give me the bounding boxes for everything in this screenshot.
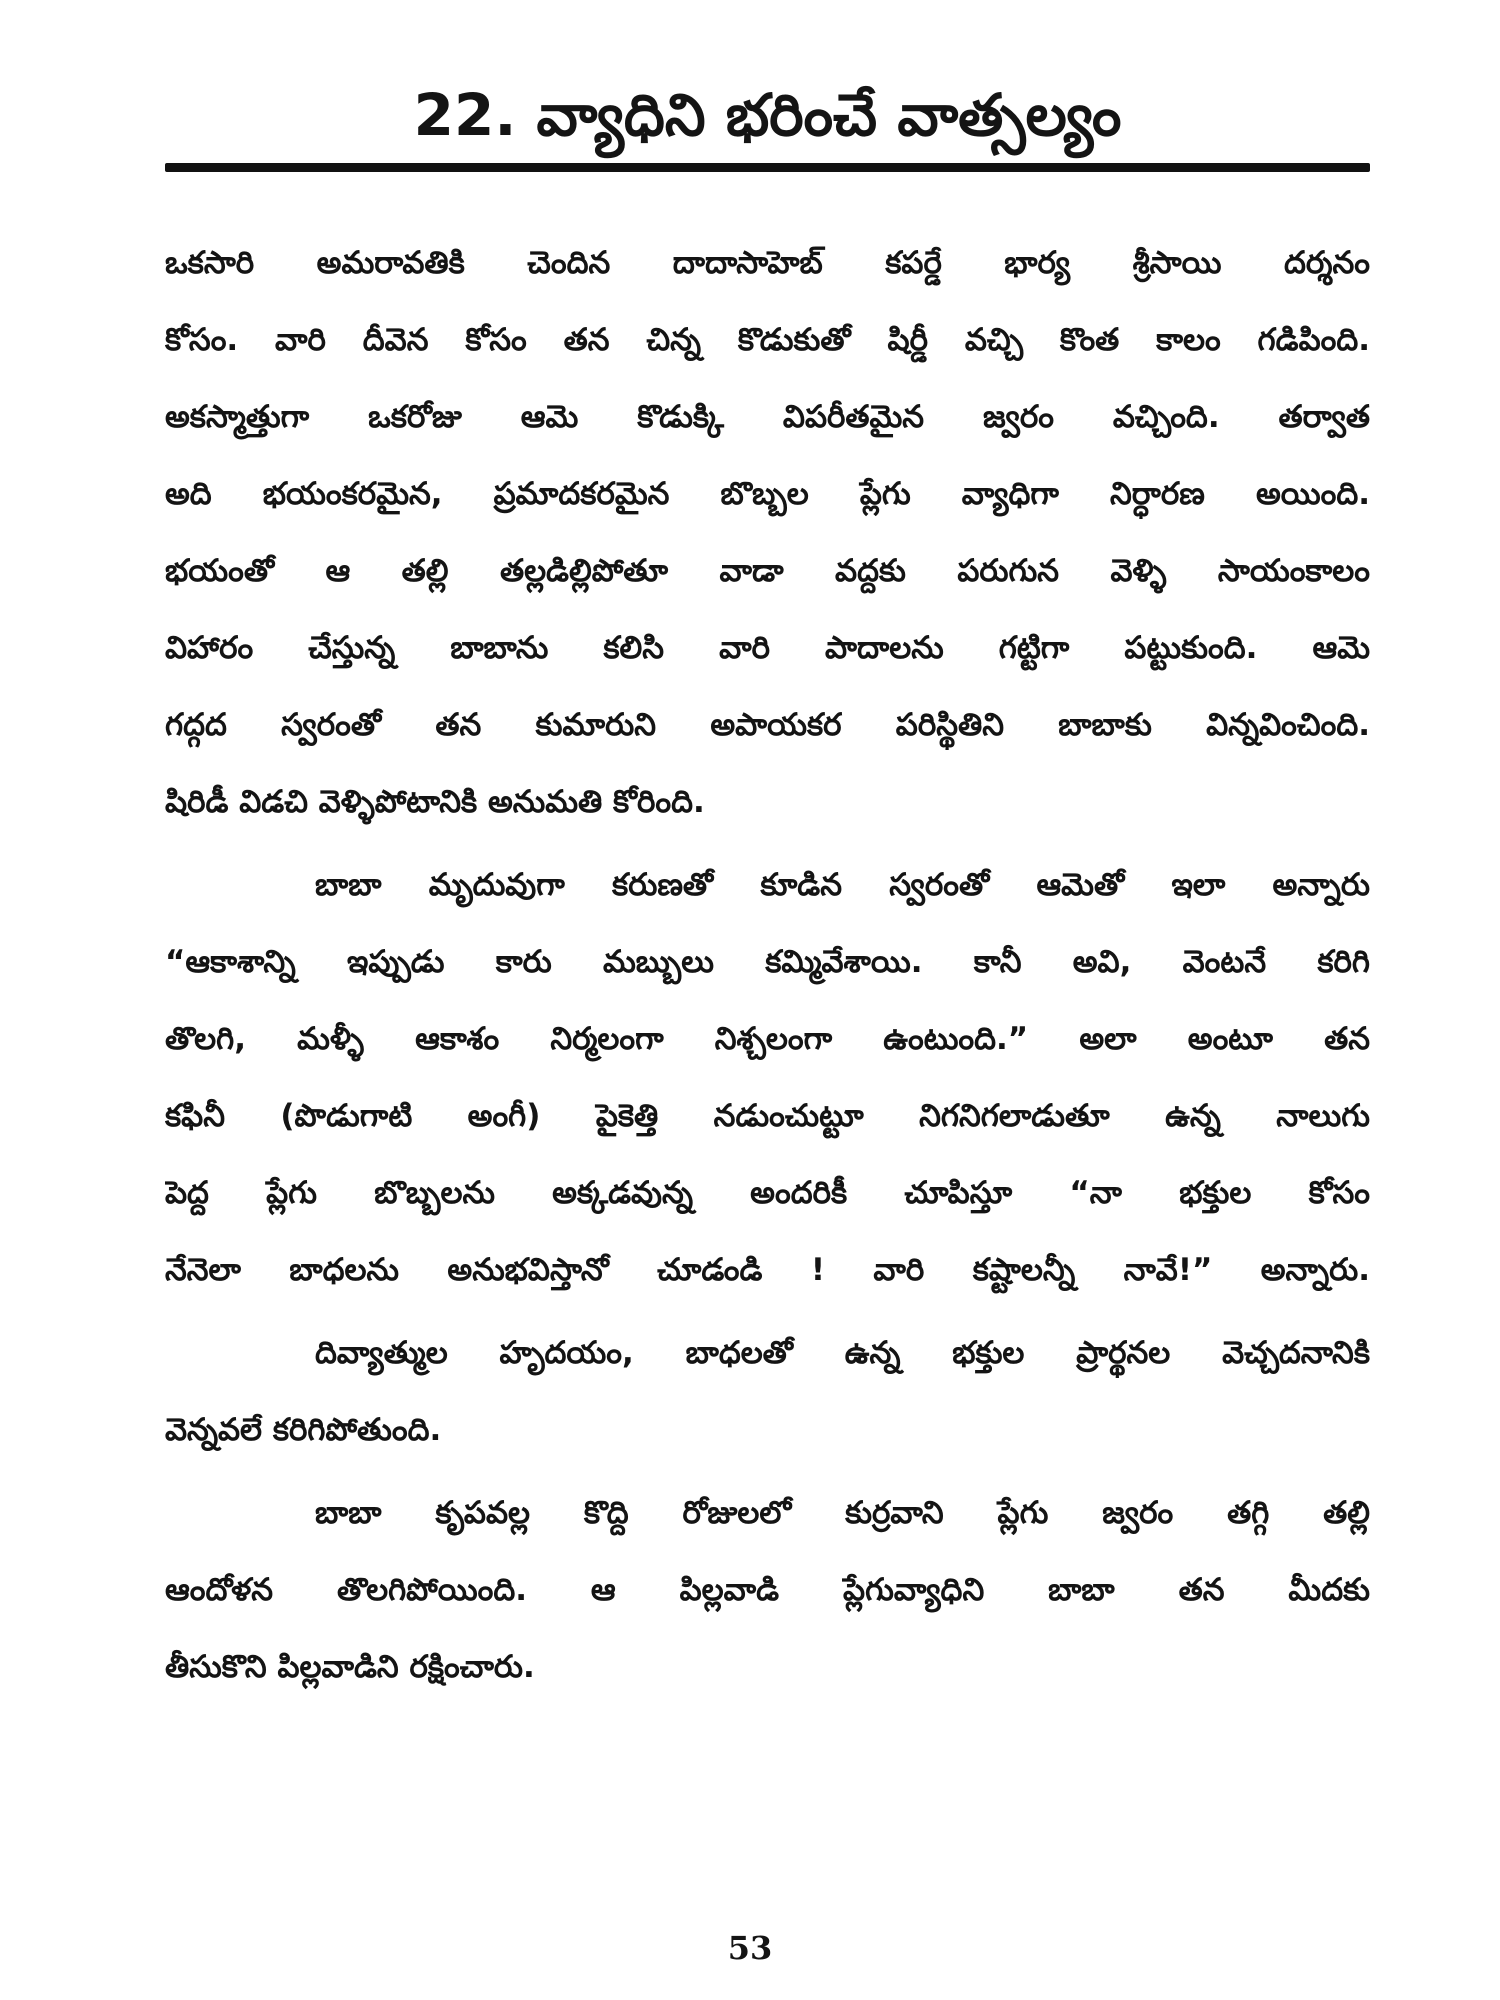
- text-line: కోసం. వారి దీవెన కోసం తన చిన్న కొడుకుతో షిర్డీ వచ్చి కొంత కాలం గడిపింది.: [165, 322, 1370, 358]
- text-line: పెద్ద ప్లేగు బొబ్బలను అక్కడవున్న అందరికీ చూపిస్తూ “నా భక్తుల కోసం: [165, 1175, 1370, 1211]
- paragraph: [165, 847, 1370, 1309]
- text-line: ఆందోళన తొలగిపోయింది. ఆ పిల్లవాడి ప్లేగువ్యాధిని బాబా తన మీదకు: [165, 1572, 1370, 1608]
- text-line: భయంతో ఆ తల్లి తల్లడిల్లిపోతూ వాడా వద్దకు పరుగున వెళ్ళి సాయంకాలం: [165, 553, 1370, 589]
- text-line: ఒకసారి అమరావతికి చెందిన దాదాసాహెబ్ కపర్డే భార్య శ్రీసాయి దర్శనం: [165, 245, 1370, 281]
- text-line: దివ్యాత్ముల హృదయం, బాధలతో ఉన్న భక్తుల ప్రార్థనల వెచ్చదనానికి: [315, 1335, 1370, 1371]
- text-line: గద్గద స్వరంతో తన కుమారుని అపాయకర పరిస్థితిని బాబాకు విన్నవించింది.: [165, 707, 1370, 743]
- text-line: “ఆకాశాన్ని ఇప్పుడు కారు మబ్బులు కమ్మివేశాయి. కానీ అవి, వెంటనే కరిగి: [165, 944, 1370, 980]
- paragraph: [165, 1315, 1370, 1469]
- text-line: విహారం చేస్తున్న బాబాను కలిసి వారి పాదాలను గట్టిగా పట్టుకుంది. ఆమె: [165, 630, 1370, 666]
- text-line: బాబా కృపవల్ల కొద్ది రోజులలో కుర్రవాని ప్లేగు జ్వరం తగ్గి తల్లి: [315, 1495, 1370, 1531]
- text-line: అది భయంకరమైన, ప్రమాదకరమైన బొబ్బల ప్లేగు వ్యాధిగా నిర్ధారణ అయింది.: [165, 476, 1370, 512]
- text-line: కఫినీ (పొడుగాటి అంగీ) పైకెత్తి నడుంచుట్టూ నిగనిగలాడుతూ ఉన్న నాలుగు: [165, 1098, 1370, 1134]
- text-line: షిరిడీ విడచి వెళ్ళిపోటానికి అనుమతి కోరింది.: [165, 784, 705, 820]
- text-line: అకస్మాత్తుగా ఒకరోజు ఆమె కొడుక్కి విపరీతమైన జ్వరం వచ్చింది. తర్వాత: [165, 399, 1370, 435]
- text-line: నేనెలా బాధలను అనుభవిస్తానో చూడండి ! వారి కష్టాలన్నీ నావే!” అన్నారు.: [165, 1252, 1370, 1288]
- title-underline: [165, 163, 1370, 172]
- text-line: బాబా మృదువుగా కరుణతో కూడిన స్వరంతో ఆమెతో ఇలా అన్నారు: [315, 867, 1370, 903]
- paragraph: [165, 225, 1370, 841]
- chapter-body: [165, 225, 1370, 1706]
- text-line: వెన్నవలే కరిగిపోతుంది.: [165, 1412, 442, 1448]
- chapter-title: 22. వ్యాధిని భరించే వాత్సల్యం: [413, 81, 1122, 149]
- text-line: తీసుకొని పిల్లవాడిని రక్షించారు.: [165, 1649, 535, 1685]
- page-number: 53: [727, 1929, 773, 1967]
- text-line: తొలగి, మళ్ళీ ఆకాశం నిర్మలంగా నిశ్చలంగా ఉంటుంది.” అలా అంటూ తన: [165, 1021, 1370, 1057]
- paragraph: [165, 1475, 1370, 1706]
